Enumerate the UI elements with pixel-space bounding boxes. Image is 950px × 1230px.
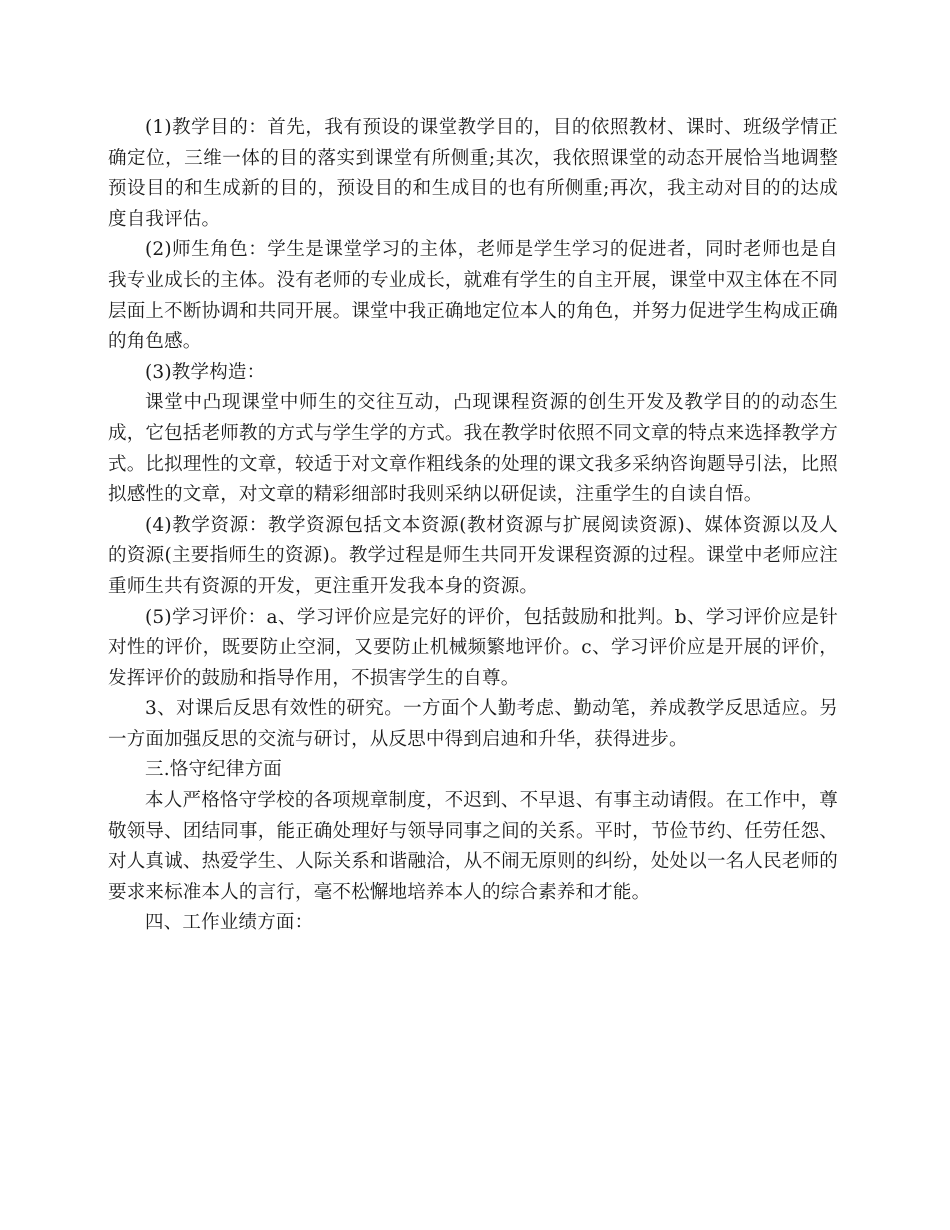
paragraph-teaching-goals: (1)教学目的：首先，我有预设的课堂教学目的，目的依照教材、课时、班级学情正确定位，三维一体的目的落实到课堂有所侧重;其次，我依照课堂的动态开展恰当地调整预设目的和生成新的目的，预设目的和生成目的也有所侧重;再次，我主动对目的的达成度自我评估。 [108,117,838,230]
paragraph-teacher-student-roles: (2)师生角色：学生是课堂学习的主体，老师是学生学习的促进者，同时老师也是自我专业成长的主体。没有老师的专业成长，就难有学生的自主开展，课堂中双主体在不同层面上不断协调和共同开展。课堂中我正确地定位本人的角色，并努力促进学生构成正确的角色感。 [108,239,838,353]
paragraph-teaching-structure: 课堂中凸现课堂中师生的交往互动，凸现课程资源的创生开发及教学目的的动态生成，它包括老师教的方式与学生学的方式。我在教学时依照不同文章的特点来选择教学方式。比拟理性的文章，较适于对文章作粗线条的处理的课文我多采纳咨询题导引法，比照拟感性的文章，对文章的精彩细部时我则采纳以研促读，注重学生的自读自悟。 [108,392,838,506]
paragraph-teaching-structure-heading: (3)教学构造： [145,361,266,383]
paragraph-discipline: 本人严格恪守学校的各项规章制度，不迟到、不早退、有事主动请假。在工作中，尊敬领导、团结同事，能正确处理好与领导同事之间的关系。平时，节俭节约、任劳任怨、对人真诚、热爱学生、人际关系和谐融洽，从不闹无原则的纠纷，处处以一名人民老师的要求来标准本人的言行，毫不松懈地培养本人的综合素养和才能。 [108,790,838,903]
document-body [108,113,838,939]
paragraph-teaching-resources: (4)教学资源：教学资源包括文本资源(教材资源与扩展阅读资源)、媒体资源以及人的资源(主要指师生的资源)。教学过程是师生共同开发课程资源的过程。课堂中老师应注重师生共有资源的开发，更注重开发我本身的资源。 [108,514,838,597]
section-heading-discipline: 三.恪守纪律方面 [145,759,282,781]
paragraph-learning-evaluation: (5)学习评价：a、学习评价应是完好的评价，包括鼓励和批判。b、学习评价应是针对性的评价，既要防止空洞，又要防止机械频繁地评价。c、学习评价应是开展的评价，发挥评价的鼓励和指导作用，不损害学生的自尊。 [108,606,838,689]
section-heading-work-achievements: 四、工作业绩方面： [145,912,314,934]
paragraph-reflection-research: 3、对课后反思有效性的研究。一方面个人勤考虑、勤动笔，养成教学反思适应。另一方面加强反思的交流与研讨，从反思中得到启迪和升华，获得进步。 [108,698,838,750]
